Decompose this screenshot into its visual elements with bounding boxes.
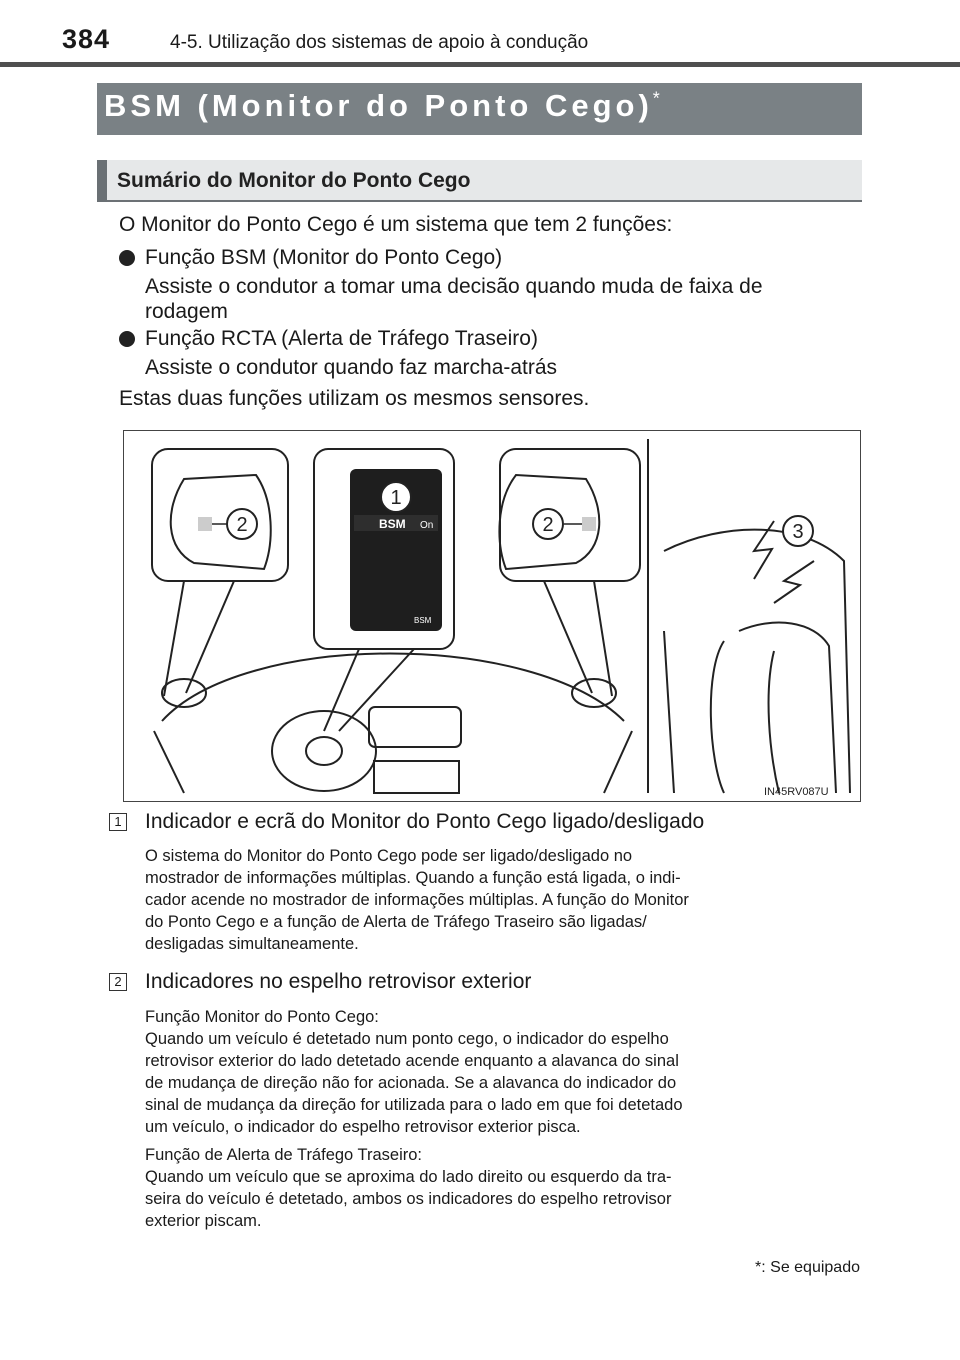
center-console [374,761,459,793]
screen-on-label: On [420,520,434,531]
item-2-line: retrovisor exterior do lado detetado acende enquanto a alavanca do sinal [145,1052,679,1070]
screen-bsm-label: BSM [379,517,406,531]
item-2-line: exterior piscam. [145,1212,262,1230]
item-2-line: sinal de mudança da direção for utilizada para o lado em que foi detetado [145,1096,683,1114]
screen-footer-label: BSM [414,616,432,625]
item-2-line: Função de Alerta de Tráfego Traseiro: [145,1146,422,1164]
page-number: 384 [62,24,111,54]
item-2-line: Quando um veículo que se aproxima do lado direito ou esquerdo da tra- [145,1168,672,1186]
footnote-mark: * [755,1259,762,1276]
header-rule [0,62,960,67]
item-2-number-box: 2 [109,973,127,991]
item-1-body [145,845,855,955]
item-1-number-box: 1 [109,813,127,831]
right-mirror-indicator [582,517,596,531]
item-2-title: Indicadores no espelho retrovisor exterior [145,970,532,993]
running-head: 4-5. Utilização dos sistemas de apoio à condução [170,32,589,53]
footnote [755,1259,860,1277]
dashboard-outline [162,654,624,722]
center-display [369,707,461,747]
bullet-label-bsm: Função BSM (Monitor do Ponto Cego) [145,246,503,269]
item-1-line: desligadas simultaneamente. [145,935,359,953]
rear-seat-left [664,631,724,793]
rear-seat-right [739,623,836,793]
left-mirror-indicator [198,517,212,531]
item-2-line: Quando um veículo é detetado num ponto cego, o indicador do espelho [145,1030,669,1048]
steering-wheel [272,711,376,791]
callout-1-num: 1 [390,487,402,509]
rear-window-line [664,530,850,793]
bullet-dot [119,250,135,266]
footnote-text: : Se equipado [761,1259,860,1276]
item-2-line: um veículo, o indicador do espelho retrovisor exterior pisca. [145,1118,581,1136]
callout-2-left-num: 2 [236,514,248,536]
bullet-desc-bsm-cont: rodagem [145,300,228,323]
section-title-text: BSM (Monitor do Ponto Cego) [104,88,653,123]
bullet-label-rcta: Função RCTA (Alerta de Tráfego Traseiro) [145,327,538,350]
figure-bsm-overview [123,430,861,802]
item-1-title: Indicador e ecrã do Monitor do Ponto Cego ligado/desligado [145,810,705,833]
intro-lead: O Monitor do Ponto Cego é um sistema que tem 2 funções: [119,213,673,236]
right-mirror-bubble [500,449,640,581]
item-2-body [145,1006,855,1232]
figure-code: IN45RV087U [764,786,829,798]
bullet-desc-rcta: Assiste o condutor quando faz marcha-atrás [145,356,558,379]
bullet-dot [119,331,135,347]
steering-hub [306,737,342,765]
bullet-desc-bsm: Assiste o condutor a tomar uma decisão quando muda de faixa de [145,275,763,298]
right-door-mirror [572,679,616,707]
item-2-line: de mudança de direção não for acionada. Se a alavanca do indicador do [145,1074,677,1092]
item-1-line: O sistema do Monitor do Ponto Cego pode ser ligado/desligado no [145,847,633,865]
subsection-title: Sumário do Monitor do Ponto Cego [117,169,471,192]
figure-illustration [124,431,861,802]
item-1-line: do Ponto Cego e a função de Alerta de Tráfego Traseiro são ligadas/ [145,913,647,931]
equipped-mark: * [652,88,660,109]
warning-bolt-icon [774,561,814,603]
item-1-line: mostrador de informações múltiplas. Quando a função está ligada, o indi- [145,869,681,887]
item-1-line: cador acende no mostrador de informações múltiplas. A função do Monitor [145,891,689,909]
left-bubble-pointer [164,581,234,696]
callout-3-num: 3 [792,521,804,543]
section-title [104,88,660,124]
rear-seat-cushion [769,651,779,793]
callout-2-right-num: 2 [542,514,554,536]
intro-closing: Estas duas funções utilizam os mesmos sensores. [119,387,590,410]
item-2-line: Função Monitor do Ponto Cego: [145,1008,379,1026]
item-2-line: seira do veículo é detetado, ambos os indicadores do espelho retrovisor [145,1190,672,1208]
subsection-accent [97,160,107,202]
